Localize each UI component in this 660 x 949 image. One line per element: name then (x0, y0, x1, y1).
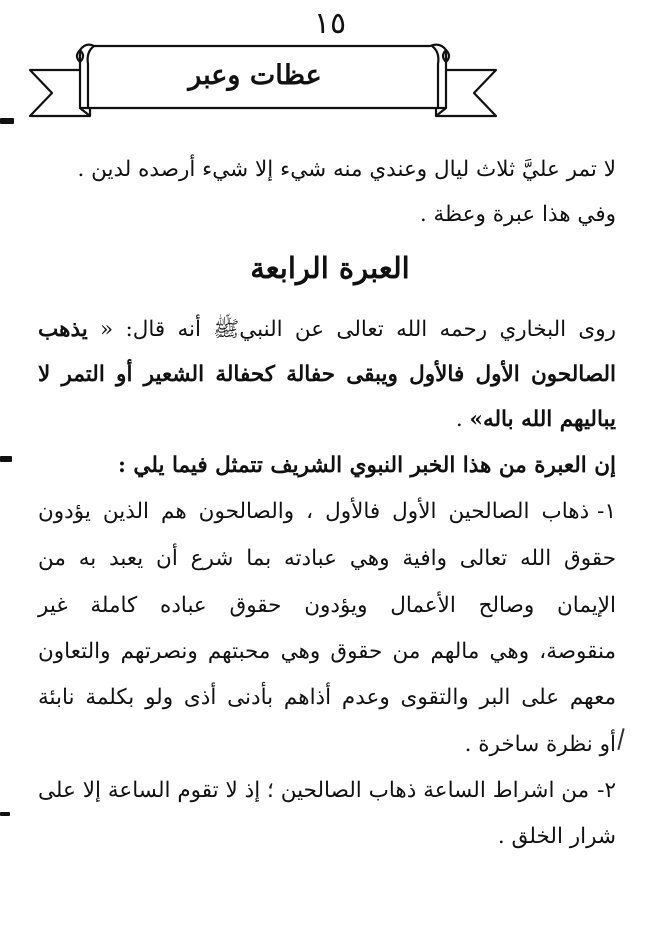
section-heading: العبرة الرابعة (250, 251, 410, 285)
hadith-intro: روى البخاري رحمه الله تعالى عن النبيﷺ أنه قال: « (100, 317, 616, 342)
stray-pen-mark (617, 728, 624, 750)
lesson-intro: إن العبرة من هذا الخبر النبوي الشريف تتمثل فيما يلي : (118, 453, 616, 478)
list-item-number: ١- (597, 499, 616, 524)
hadith-line-3 (38, 406, 616, 434)
list-item-2-line-2: شرار الخلق . (497, 824, 616, 849)
page-number: ١٥ (313, 6, 347, 41)
margin-mark (0, 456, 12, 462)
list-item-1-line-1 (38, 498, 616, 526)
margin-mark (0, 118, 14, 124)
list-item-2-line-1 (38, 777, 616, 805)
list-item-text: ذهاب الصالحين الأول فالأول ، والصالحون هم الذين يؤدون (38, 499, 590, 524)
intro-line-2: وفي هذا عبرة وعظة . (419, 202, 616, 227)
hadith-text-start: يذهب (38, 317, 88, 342)
list-item-1-line-5: معهم على البر والتقوى وعدم أذاهم بأدنى أذى ولو بكلمة نابئة (38, 685, 616, 710)
intro-line-1: لا تمر عليَّ ثلاث ليال وعندي منه شيء إلا شيء أرصده لدين . (77, 157, 616, 182)
margin-mark (0, 812, 10, 816)
hadith-line-2: الصالحون الأول فالأول ويبقى حفالة كحفالة الشعير أو التمر لا (38, 362, 616, 387)
header-banner-title: عظات وعبر (188, 60, 322, 91)
list-item-1-line-2: حقوق الله تعالى وافية وهي عبادته بما شرع أن يعبد به من (38, 546, 616, 571)
hadith-line-1 (38, 316, 616, 344)
list-item-1-line-6: أو نظرة ساخرة . (464, 732, 616, 757)
list-item-1-line-3: الإيمان وصالح الأعمال ويؤدون حقوق عباده كاملة غير (38, 593, 616, 618)
hadith-text-end: يباليهم الله باله» (469, 407, 616, 432)
list-item-number: ٢- (597, 778, 616, 803)
list-item-text: من اشراط الساعة ذهاب الصالحين ؛ إذ لا تقوم الساعة إلا على (38, 778, 590, 803)
hadith-end-punct: . (455, 407, 470, 432)
list-item-1-line-4: منقوصة، وهي مالهم من حقوق وهي محبتهم ونصرتهم والتعاون (38, 639, 616, 664)
